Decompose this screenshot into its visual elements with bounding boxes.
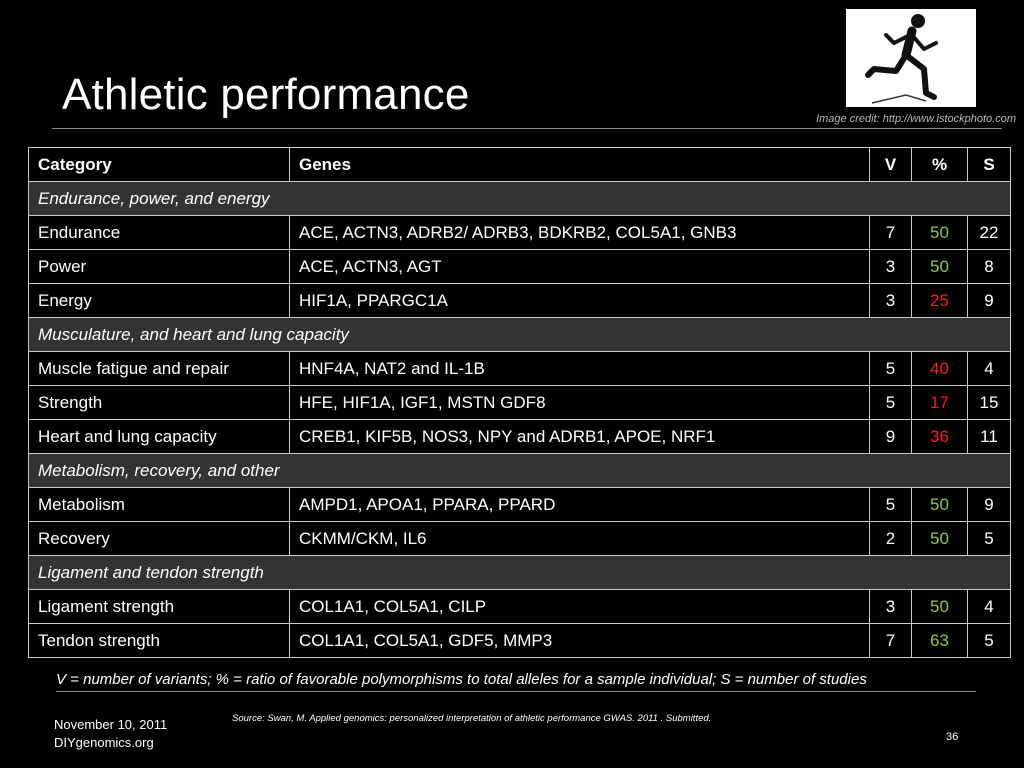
running-man-icon (846, 9, 976, 107)
cell-genes: CREB1, KIF5B, NOS3, NPY and ADRB1, APOE, NRF1 (290, 420, 870, 454)
cell-genes: ACE, ACTN3, ADRB2/ ADRB3, BDKRB2, COL5A1, GNB3 (290, 216, 870, 250)
footer-date: November 10, 2011 (54, 717, 168, 732)
header-v: V (870, 148, 912, 182)
cell-v: 9 (870, 420, 912, 454)
cell-pct: 50 (912, 522, 968, 556)
cell-v: 7 (870, 624, 912, 658)
header-category: Category (29, 148, 290, 182)
cell-genes: HIF1A, PPARGC1A (290, 284, 870, 318)
cell-s: 9 (968, 284, 1011, 318)
cell-category: Endurance (29, 216, 290, 250)
slide-footer-left (54, 716, 167, 752)
cell-genes: ACE, ACTN3, AGT (290, 250, 870, 284)
table-row (29, 216, 1011, 250)
table-body (29, 182, 1011, 658)
source-citation: Source: Swan, M. Applied genomics: personalized interpretation of athletic performance GWAS. 2011 . Submitted. (232, 713, 712, 724)
cell-v: 5 (870, 352, 912, 386)
table-row (29, 250, 1011, 284)
cell-category: Energy (29, 284, 290, 318)
running-man-icon-graphic (846, 9, 976, 107)
cell-s: 5 (968, 624, 1011, 658)
table-row (29, 590, 1011, 624)
cell-genes: COL1A1, COL5A1, CILP (290, 590, 870, 624)
table-row (29, 624, 1011, 658)
cell-s: 9 (968, 488, 1011, 522)
title-divider (52, 128, 1002, 129)
cell-s: 22 (968, 216, 1011, 250)
cell-category: Tendon strength (29, 624, 290, 658)
table-row (29, 352, 1011, 386)
footer-org: DIYgenomics.org (54, 735, 154, 750)
cell-s: 11 (968, 420, 1011, 454)
cell-v: 5 (870, 386, 912, 420)
cell-category: Heart and lung capacity (29, 420, 290, 454)
section-row (29, 182, 1011, 216)
cell-v: 2 (870, 522, 912, 556)
cell-category: Strength (29, 386, 290, 420)
cell-v: 3 (870, 250, 912, 284)
slide-title: Athletic performance (62, 70, 470, 119)
athletic-performance-table (28, 147, 1011, 658)
cell-pct: 40 (912, 352, 968, 386)
section-row (29, 556, 1011, 590)
legend-footnote: V = number of variants; % = ratio of favorable polymorphisms to total alleles for a sample individual; S = number of studies (56, 671, 976, 692)
cell-category: Metabolism (29, 488, 290, 522)
section-title: Musculature, and heart and lung capacity (29, 318, 1011, 352)
section-row (29, 454, 1011, 488)
cell-genes: COL1A1, COL5A1, GDF5, MMP3 (290, 624, 870, 658)
section-row (29, 318, 1011, 352)
cell-pct: 50 (912, 590, 968, 624)
header-s: S (968, 148, 1011, 182)
cell-pct: 50 (912, 250, 968, 284)
table-row (29, 284, 1011, 318)
cell-category: Ligament strength (29, 590, 290, 624)
table-row (29, 522, 1011, 556)
cell-pct: 36 (912, 420, 968, 454)
table-row (29, 488, 1011, 522)
header-genes: Genes (290, 148, 870, 182)
cell-category: Power (29, 250, 290, 284)
table-row (29, 420, 1011, 454)
cell-s: 4 (968, 590, 1011, 624)
page-number: 36 (946, 731, 959, 743)
section-title: Endurance, power, and energy (29, 182, 1011, 216)
cell-pct: 63 (912, 624, 968, 658)
cell-s: 4 (968, 352, 1011, 386)
cell-pct: 50 (912, 488, 968, 522)
cell-genes: HFE, HIF1A, IGF1, MSTN GDF8 (290, 386, 870, 420)
table-row (29, 386, 1011, 420)
cell-s: 8 (968, 250, 1011, 284)
cell-v: 3 (870, 590, 912, 624)
cell-genes: AMPD1, APOA1, PPARA, PPARD (290, 488, 870, 522)
cell-genes: CKMM/CKM, IL6 (290, 522, 870, 556)
section-title: Ligament and tendon strength (29, 556, 1011, 590)
table-header-row (29, 148, 1011, 182)
cell-v: 5 (870, 488, 912, 522)
cell-v: 3 (870, 284, 912, 318)
header-pct: % (912, 148, 968, 182)
cell-v: 7 (870, 216, 912, 250)
cell-pct: 50 (912, 216, 968, 250)
cell-pct: 17 (912, 386, 968, 420)
cell-genes: HNF4A, NAT2 and IL-1B (290, 352, 870, 386)
section-title: Metabolism, recovery, and other (29, 454, 1011, 488)
cell-s: 5 (968, 522, 1011, 556)
cell-category: Muscle fatigue and repair (29, 352, 290, 386)
cell-s: 15 (968, 386, 1011, 420)
cell-pct: 25 (912, 284, 968, 318)
cell-category: Recovery (29, 522, 290, 556)
image-credit: Image credit: http://www.istockphoto.com (816, 113, 1016, 125)
